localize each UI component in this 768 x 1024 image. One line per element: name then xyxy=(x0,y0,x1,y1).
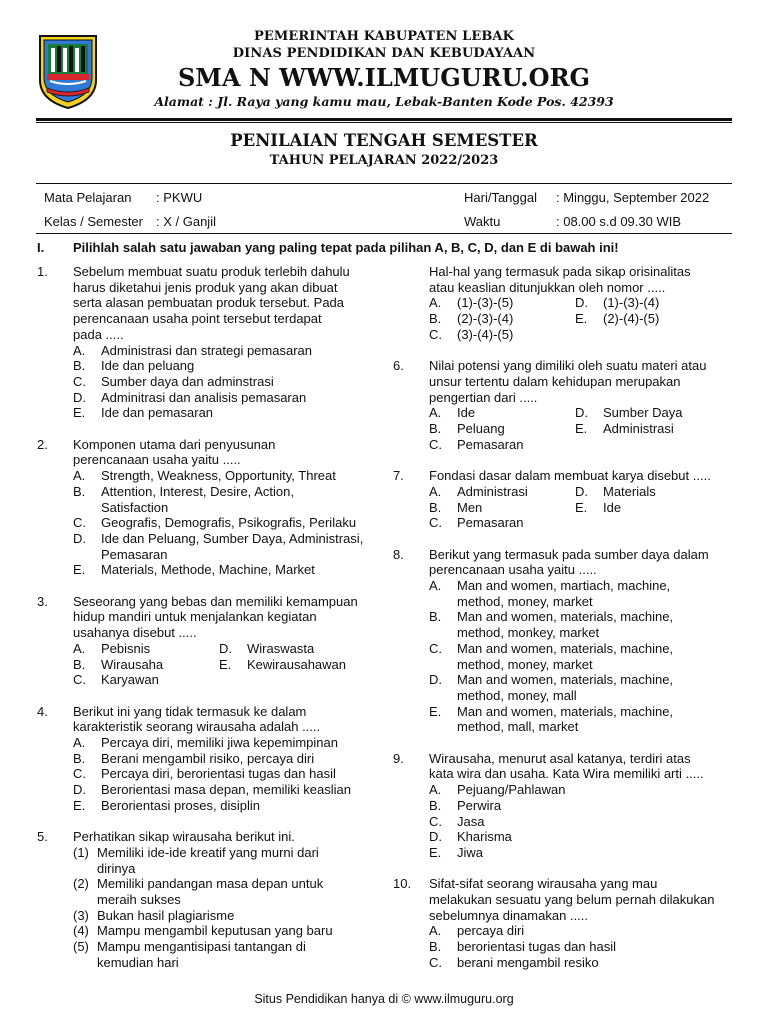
option-c[interactable] xyxy=(429,955,733,971)
question-text xyxy=(429,876,733,923)
option-letter: C. xyxy=(429,954,442,970)
option-line: Pemasaran xyxy=(101,546,168,562)
question-line: pada ..... xyxy=(73,326,124,342)
section-instruction: Pilihlah salah satu jawaban yang paling tepat pada pilihan A, B, C, D, dan E di bawah ini! xyxy=(73,240,619,255)
option-line: method, money, market xyxy=(457,656,593,672)
info-divider-bottom xyxy=(36,233,732,234)
statement-2 xyxy=(73,876,373,907)
option-letter: D. xyxy=(73,530,86,546)
question-number: 8. xyxy=(393,546,404,562)
option-b[interactable] xyxy=(429,311,575,327)
option-letter: E. xyxy=(575,421,588,437)
option-letter: C. xyxy=(429,640,442,656)
option-text: Pejuang/Pahlawan xyxy=(457,782,566,798)
exam-title: PENILAIAN TENGAH SEMESTER xyxy=(230,131,538,150)
option-letter: A. xyxy=(73,735,86,751)
option-letter: B. xyxy=(73,358,86,374)
option-letter: E. xyxy=(429,844,442,860)
option-text: Administrasi dan strategi pemasaran xyxy=(101,342,312,358)
option-line: method, money, market xyxy=(457,593,593,609)
option-c[interactable] xyxy=(429,437,733,453)
options-row xyxy=(429,421,733,437)
question-8 xyxy=(393,547,733,735)
option-text: Pemasaran xyxy=(457,515,524,531)
option-b[interactable] xyxy=(429,609,733,640)
question-line: Komponen utama dari penyusunan xyxy=(73,436,276,452)
options-row xyxy=(429,295,733,311)
option-line: Geografis, Demografis, Psikografis, Perilaku xyxy=(101,515,357,531)
option-text: Berani mengambil risiko, percaya diri xyxy=(101,750,315,766)
option-letter: D. xyxy=(429,672,442,688)
school-address: Alamat : Jl. Raya yang kamu mau, Lebak-Banten Kode Pos. 42393 xyxy=(154,94,614,109)
statement-3 xyxy=(73,908,373,924)
school-name: SMA N WWW.ILMUGURU.ORG xyxy=(177,63,591,92)
option-c[interactable] xyxy=(429,327,733,343)
option-d[interactable] xyxy=(575,405,733,421)
option-text: Kewirausahawan xyxy=(247,656,347,672)
option-letter: B. xyxy=(429,421,442,437)
option-letter: A. xyxy=(429,295,442,311)
option-letter: E. xyxy=(575,499,588,515)
question-6 xyxy=(393,358,733,452)
option-e[interactable] xyxy=(575,311,733,327)
option-letter: C. xyxy=(429,515,442,531)
option-e[interactable] xyxy=(575,421,733,437)
option-d[interactable] xyxy=(73,531,373,562)
option-text: Ide dan pemasaran xyxy=(101,405,214,421)
question-text xyxy=(429,547,733,578)
option-line: Attention, Interest, Desire, Action, xyxy=(101,483,294,499)
option-a[interactable] xyxy=(73,468,373,484)
question-text xyxy=(73,594,373,641)
option-c[interactable] xyxy=(73,374,373,390)
statement-1 xyxy=(73,845,373,876)
option-text: berani mengambil resiko xyxy=(457,954,599,970)
question-line: sebelumnya dinamakan ..... xyxy=(429,907,588,923)
option-text: (1)-(3)-(4) xyxy=(603,295,660,311)
option-line: Ide dan Peluang, Sumber Daya, Administrasi, xyxy=(101,530,364,546)
class-value: : X / Ganjil xyxy=(156,214,216,229)
option-text: Berorientasi proses, disiplin xyxy=(101,797,260,813)
option-text: Berorientasi masa depan, memiliki keaslian xyxy=(101,782,352,798)
option-b[interactable] xyxy=(73,358,373,374)
question-line: hidup mandiri untuk menjalankan kegiatan xyxy=(73,609,317,625)
question-text xyxy=(429,358,733,405)
option-letter: C. xyxy=(73,373,86,389)
section-number: I. xyxy=(37,240,45,255)
option-text xyxy=(457,609,733,640)
option-letter: D. xyxy=(575,295,588,311)
option-text: Pebisnis xyxy=(101,640,151,656)
questions-left-column xyxy=(37,264,373,986)
option-c[interactable] xyxy=(73,766,373,782)
question-line: perencanaan usaha point tersebut terdapat xyxy=(73,311,322,327)
questions-right-column xyxy=(393,264,733,986)
option-letter: A. xyxy=(429,923,442,939)
question-number: 4. xyxy=(37,703,48,719)
option-letter: E. xyxy=(73,405,86,421)
statement-number: (2) xyxy=(73,876,89,892)
option-letter: B. xyxy=(73,656,86,672)
subject-label: Mata Pelajaran xyxy=(44,190,132,205)
statement-number: (3) xyxy=(73,907,89,923)
question-line: atau keaslian ditunjukkan oleh nomor ..... xyxy=(429,279,666,295)
question-line: usahanya disebut ..... xyxy=(73,625,197,641)
letterhead xyxy=(110,28,658,110)
option-text: berorientasi tugas dan hasil xyxy=(457,939,616,955)
option-text: Administrasi xyxy=(457,483,528,499)
question-text xyxy=(73,437,373,468)
option-text: (2)-(4)-(5) xyxy=(603,311,660,327)
option-line: method, money, mall xyxy=(457,687,577,703)
option-letter: D. xyxy=(575,483,588,499)
option-e[interactable] xyxy=(73,562,373,578)
option-letter: A. xyxy=(73,342,86,358)
option-line: Materials, Methode, Machine, Market xyxy=(101,562,315,578)
question-3 xyxy=(37,594,373,688)
option-e[interactable] xyxy=(575,500,733,516)
options-row xyxy=(73,641,373,657)
option-letter: A. xyxy=(429,578,442,594)
lebak-regency-crest-icon xyxy=(37,34,99,110)
option-d[interactable] xyxy=(219,641,373,657)
statement-line: Mampu mengambil keputusan yang baru xyxy=(97,923,333,939)
option-e[interactable] xyxy=(219,657,373,673)
subject-value: : PKWU xyxy=(156,190,203,205)
statement-text xyxy=(97,908,373,924)
question-line: kata wira dan usaha. Kata Wira memiliki arti ..... xyxy=(429,766,704,782)
question-5-continued xyxy=(393,264,733,343)
option-a[interactable] xyxy=(429,578,733,609)
option-letter: B. xyxy=(73,483,86,499)
option-text: Ide xyxy=(457,405,476,421)
question-number: 6. xyxy=(393,358,404,374)
options-row xyxy=(429,311,733,327)
statement-text xyxy=(97,876,373,907)
option-letter: E. xyxy=(429,703,442,719)
statement-line: Memiliki ide-ide kreatif yang murni dari xyxy=(97,844,319,860)
option-text: Men xyxy=(457,499,483,515)
option-text: Materials xyxy=(603,483,656,499)
option-text xyxy=(457,704,733,735)
option-e[interactable] xyxy=(429,845,733,861)
option-line: Man and women, materials, machine, xyxy=(457,703,674,719)
time-label: Waktu xyxy=(464,214,501,229)
option-line: Man and women, materials, machine, xyxy=(457,609,674,625)
option-d[interactable] xyxy=(575,295,733,311)
option-e[interactable] xyxy=(73,405,373,421)
option-line: Man and women, materials, machine, xyxy=(457,640,674,656)
option-letter: E. xyxy=(73,797,86,813)
question-7 xyxy=(393,468,733,531)
option-letter: B. xyxy=(429,797,442,813)
question-line: Berikut yang termasuk pada sumber daya dalam xyxy=(429,546,709,562)
option-line: Man and women, materials, machine, xyxy=(457,672,674,688)
option-d[interactable] xyxy=(429,672,733,703)
option-c[interactable] xyxy=(429,515,733,531)
option-text: percaya diri xyxy=(457,923,525,939)
option-letter: A. xyxy=(429,782,442,798)
statement-text xyxy=(97,845,373,876)
option-text: (2)-(3)-(4) xyxy=(457,311,514,327)
option-letter: C. xyxy=(73,672,86,688)
question-line: serta alasan pembuatan produk tersebut. Pada xyxy=(73,295,345,311)
option-c[interactable] xyxy=(73,672,373,688)
statement-text xyxy=(97,939,373,970)
option-letter: C. xyxy=(73,515,86,531)
option-text: Perwira xyxy=(457,797,502,813)
option-letter: A. xyxy=(429,483,442,499)
option-text xyxy=(457,578,733,609)
question-line: Sebelum membuat suatu produk terlebih dahulu xyxy=(73,264,350,279)
option-letter: E. xyxy=(73,562,86,578)
question-line: Berikut ini yang tidak termasuk ke dalam xyxy=(73,703,307,719)
option-d[interactable] xyxy=(73,782,373,798)
option-letter: C. xyxy=(73,766,86,782)
option-letter: A. xyxy=(73,468,86,484)
option-b[interactable] xyxy=(429,798,733,814)
question-number: 5. xyxy=(37,829,48,845)
statement-number: (4) xyxy=(73,923,89,939)
school-logo xyxy=(37,34,99,110)
question-number: 1. xyxy=(37,264,48,279)
option-letter: D. xyxy=(429,829,442,845)
option-letter: E. xyxy=(575,311,588,327)
option-text: Percaya diri, berorientasi tugas dan hasil xyxy=(101,766,336,782)
options-row xyxy=(429,484,733,500)
question-1 xyxy=(37,264,373,421)
option-text xyxy=(457,672,733,703)
option-letter: B. xyxy=(429,939,442,955)
options-row xyxy=(429,405,733,421)
question-line: unsur tertentu dalam kehidupan merupakan xyxy=(429,373,681,389)
option-letter: B. xyxy=(73,750,86,766)
option-c[interactable] xyxy=(73,515,373,531)
option-text: (1)-(3)-(5) xyxy=(457,295,514,311)
day-label: Hari/Tanggal xyxy=(464,190,537,205)
option-text: Sumber daya dan adminstrasi xyxy=(101,373,274,389)
statement-line: Memiliki pandangan masa depan untuk xyxy=(97,876,324,892)
time-value: : 08.00 s.d 09.30 WIB xyxy=(556,214,682,229)
statement-line: Bukan hasil plagiarisme xyxy=(97,907,235,923)
statement-text xyxy=(97,923,373,939)
question-2 xyxy=(37,437,373,578)
option-a[interactable] xyxy=(73,641,219,657)
option-text: Percaya diri, memiliki jiwa kepemimpinan xyxy=(101,735,338,751)
statement-line: kemudian hari xyxy=(97,954,179,970)
department-name: DINAS PENDIDIKAN DAN KEBUDAYAAN xyxy=(232,46,536,61)
option-text: Ide xyxy=(603,499,622,515)
question-line: melakukan sesuatu yang belum pernah dilakukan xyxy=(429,892,715,908)
question-line: Fondasi dasar dalam membuat karya disebut ..... xyxy=(429,468,711,484)
option-text: Administrasi xyxy=(603,421,674,437)
question-number: 7. xyxy=(393,468,404,484)
option-text: (3)-(4)-(5) xyxy=(457,326,514,342)
option-a[interactable] xyxy=(429,405,575,421)
letterhead-divider xyxy=(36,118,732,121)
option-text xyxy=(457,641,733,672)
class-label: Kelas / Semester xyxy=(44,214,143,229)
option-text xyxy=(101,531,373,562)
question-line: pengertian dari ..... xyxy=(429,389,538,405)
question-line: Hal-hal yang termasuk pada sikap orisinalitas xyxy=(429,264,691,279)
statement-line: meraih sukses xyxy=(97,892,181,908)
footer-credit: Situs Pendidikan hanya di © www.ilmuguru.org xyxy=(254,992,514,1006)
option-line: Man and women, martiach, machine, xyxy=(457,578,671,594)
option-letter: E. xyxy=(219,656,232,672)
option-letter: A. xyxy=(429,405,442,421)
question-text xyxy=(429,751,733,782)
statement-line: Mampu mengantisipasi tantangan di xyxy=(97,939,306,955)
question-text xyxy=(73,264,373,343)
option-a[interactable] xyxy=(429,484,575,500)
option-letter: D. xyxy=(73,782,86,798)
option-c[interactable] xyxy=(429,814,733,830)
exam-year: TAHUN PELAJARAN 2022/2023 xyxy=(269,153,499,168)
option-text: Ide dan peluang xyxy=(101,358,195,374)
option-b[interactable] xyxy=(73,484,373,515)
option-letter: D. xyxy=(219,640,232,656)
options-row xyxy=(429,500,733,516)
question-line: harus diketahui jenis produk yang akan dibuat xyxy=(73,279,338,295)
option-letter: B. xyxy=(429,499,442,515)
option-a[interactable] xyxy=(429,923,733,939)
option-c[interactable] xyxy=(429,641,733,672)
option-text: Peluang xyxy=(457,421,505,437)
option-e[interactable] xyxy=(429,704,733,735)
option-letter: C. xyxy=(429,326,442,342)
option-letter: C. xyxy=(429,436,442,452)
statement-line: dirinya xyxy=(97,860,136,876)
letterhead-divider-thin xyxy=(36,122,732,123)
question-line: perencanaan usaha yaitu ..... xyxy=(429,562,597,578)
option-b[interactable] xyxy=(73,657,219,673)
question-line: Seseorang yang bebas dan memiliki kemampuan xyxy=(73,593,358,609)
question-line: Perhatikan sikap wirausaha berikut ini. xyxy=(73,829,295,845)
question-number: 10. xyxy=(393,876,412,892)
question-9 xyxy=(393,751,733,861)
question-number: 3. xyxy=(37,593,48,609)
option-text: Wiraswasta xyxy=(247,640,315,656)
option-d[interactable] xyxy=(73,390,373,406)
question-5 xyxy=(37,829,373,970)
option-letter: A. xyxy=(73,640,86,656)
statement-number: (5) xyxy=(73,939,89,955)
question-10 xyxy=(393,876,733,970)
option-text xyxy=(101,468,373,484)
question-line: Wirausaha, menurut asal katanya, terdiri atas xyxy=(429,750,691,766)
option-letter: C. xyxy=(429,813,442,829)
day-value: : Minggu, September 2022 xyxy=(556,190,710,205)
option-text xyxy=(101,562,373,578)
question-number: 2. xyxy=(37,436,48,452)
question-line: karakteristik seorang wirausaha adalah ..... xyxy=(73,719,321,735)
option-text: Jiwa xyxy=(457,844,484,860)
option-text: Adminitrasi dan analisis pemasaran xyxy=(101,389,307,405)
question-line: Nilai potensi yang dimiliki oleh suatu materi atau xyxy=(429,358,707,374)
options-row xyxy=(73,657,373,673)
option-letter: B. xyxy=(429,311,442,327)
option-letter: B. xyxy=(429,609,442,625)
option-line: method, mall, market xyxy=(457,719,579,735)
question-line: Sifat-sifat seorang wirausaha yang mau xyxy=(429,876,658,892)
question-number: 9. xyxy=(393,750,404,766)
info-divider-top xyxy=(36,183,732,184)
government-name: PEMERINTAH KABUPATEN LEBAK xyxy=(253,29,514,44)
option-text: Kharisma xyxy=(457,829,512,845)
option-b[interactable] xyxy=(429,939,733,955)
option-text: Pemasaran xyxy=(457,436,524,452)
option-a[interactable] xyxy=(429,782,733,798)
question-text xyxy=(73,704,373,735)
option-b[interactable] xyxy=(429,500,575,516)
option-b[interactable] xyxy=(73,751,373,767)
question-4 xyxy=(37,704,373,814)
question-line: perencanaan usaha yaitu ..... xyxy=(73,452,241,468)
option-letter: D. xyxy=(73,389,86,405)
option-line: Strength, Weakness, Opportunity, Threat xyxy=(101,468,336,484)
option-e[interactable] xyxy=(73,798,373,814)
option-text: Sumber Daya xyxy=(603,405,683,421)
option-text: Wirausaha xyxy=(101,656,164,672)
option-letter: D. xyxy=(575,405,588,421)
statement-5 xyxy=(73,939,373,970)
statement-4 xyxy=(73,923,373,939)
option-text: Jasa xyxy=(457,813,485,829)
option-b[interactable] xyxy=(429,421,575,437)
option-a[interactable] xyxy=(73,735,373,751)
statement-number: (1) xyxy=(73,844,89,860)
option-d[interactable] xyxy=(575,484,733,500)
option-line: Satisfaction xyxy=(101,499,169,515)
option-text xyxy=(101,515,373,531)
option-line: method, monkey, market xyxy=(457,625,600,641)
option-a[interactable] xyxy=(73,343,373,359)
option-a[interactable] xyxy=(429,295,575,311)
option-text xyxy=(101,484,373,515)
option-d[interactable] xyxy=(429,829,733,845)
option-text: Karyawan xyxy=(101,672,159,688)
